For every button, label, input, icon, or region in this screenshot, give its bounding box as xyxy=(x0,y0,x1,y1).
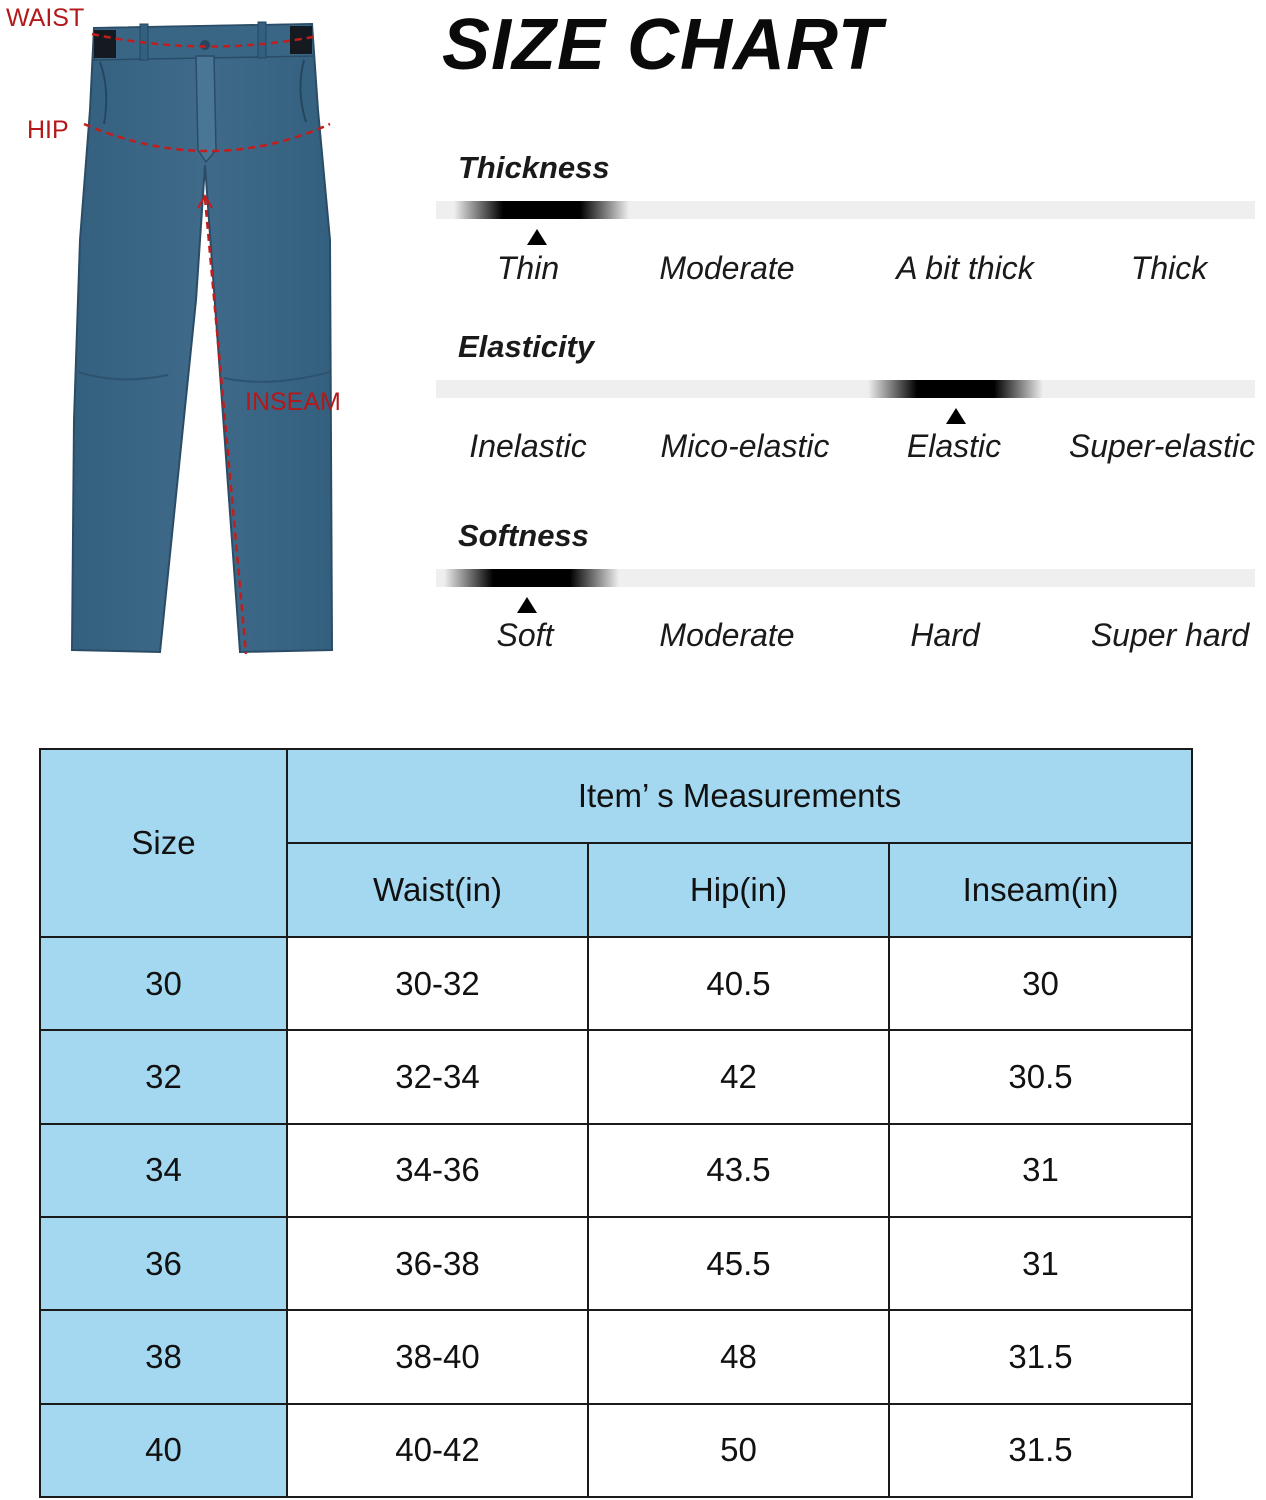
thickness-level-a-bit-thick: A bit thick xyxy=(896,250,1034,286)
size-header: Size xyxy=(40,749,287,937)
thickness-scale xyxy=(436,201,1255,219)
waist-cell: 30-32 xyxy=(287,937,588,1030)
table-row xyxy=(40,1404,1192,1497)
thickness-arrow-icon xyxy=(527,229,547,245)
waist-cell: 40-42 xyxy=(287,1404,588,1497)
softness-arrow-icon xyxy=(517,597,537,613)
thickness-indicator xyxy=(454,201,629,219)
thickness-level-moderate: Moderate xyxy=(659,250,795,286)
inseam-cell: 31 xyxy=(889,1124,1192,1217)
thickness-title: Thickness xyxy=(458,150,610,185)
hip-cell: 43.5 xyxy=(588,1124,889,1217)
elasticity-arrow-icon xyxy=(946,408,966,424)
hip-cell: 50 xyxy=(588,1404,889,1497)
size-table xyxy=(39,748,1193,1498)
table-row xyxy=(40,1310,1192,1403)
table-row xyxy=(40,1217,1192,1310)
size-cell: 34 xyxy=(40,1124,287,1217)
elasticity-scale xyxy=(436,380,1255,398)
softness-level-super-hard: Super hard xyxy=(1090,617,1250,653)
size-cell: 32 xyxy=(40,1030,287,1123)
elasticity-level-elastic: Elastic xyxy=(906,428,1002,464)
inseam-column-header: Inseam(in) xyxy=(889,843,1192,937)
inseam-cell: 30 xyxy=(889,937,1192,1030)
waist-cell: 34-36 xyxy=(287,1124,588,1217)
pants-illustration xyxy=(0,0,420,680)
inseam-cell: 31.5 xyxy=(889,1310,1192,1403)
inseam-cell: 30.5 xyxy=(889,1030,1192,1123)
waist-cell: 32-34 xyxy=(287,1030,588,1123)
table-row xyxy=(40,1030,1192,1123)
table-row xyxy=(40,937,1192,1030)
softness-level-soft: Soft xyxy=(496,617,554,653)
softness-scale xyxy=(436,569,1255,587)
inseam-cell: 31 xyxy=(889,1217,1192,1310)
table-row xyxy=(40,1124,1192,1217)
thickness-level-thick: Thick xyxy=(1130,250,1208,286)
softness-level-hard: Hard xyxy=(910,617,980,653)
inseam-label: INSEAM xyxy=(245,388,341,416)
hip-cell: 42 xyxy=(588,1030,889,1123)
measurements-header: Item’ s Measurements xyxy=(287,749,1192,843)
size-cell: 38 xyxy=(40,1310,287,1403)
elasticity-indicator xyxy=(868,380,1043,398)
elasticity-title: Elasticity xyxy=(458,329,595,364)
waist-label: WAIST xyxy=(6,4,85,32)
softness-indicator xyxy=(444,569,619,587)
waist-cell: 38-40 xyxy=(287,1310,588,1403)
size-cell: 40 xyxy=(40,1404,287,1497)
softness-level-moderate: Moderate xyxy=(659,617,795,653)
elasticity-level-mico-elastic: Mico-elastic xyxy=(660,428,830,464)
inseam-cell: 31.5 xyxy=(889,1404,1192,1497)
hip-column-header: Hip(in) xyxy=(588,843,889,937)
waist-cell: 36-38 xyxy=(287,1217,588,1310)
hip-cell: 48 xyxy=(588,1310,889,1403)
hip-cell: 45.5 xyxy=(588,1217,889,1310)
waist-column-header: Waist(in) xyxy=(287,843,588,937)
softness-title: Softness xyxy=(458,518,589,553)
page-title: SIZE CHART xyxy=(442,5,883,85)
elasticity-level-super-elastic: Super-elastic xyxy=(1068,428,1256,464)
size-cell: 30 xyxy=(40,937,287,1030)
hip-label: HIP xyxy=(27,116,69,144)
thickness-level-thin: Thin xyxy=(496,250,560,286)
size-cell: 36 xyxy=(40,1217,287,1310)
elasticity-level-inelastic: Inelastic xyxy=(469,428,587,464)
hip-cell: 40.5 xyxy=(588,937,889,1030)
